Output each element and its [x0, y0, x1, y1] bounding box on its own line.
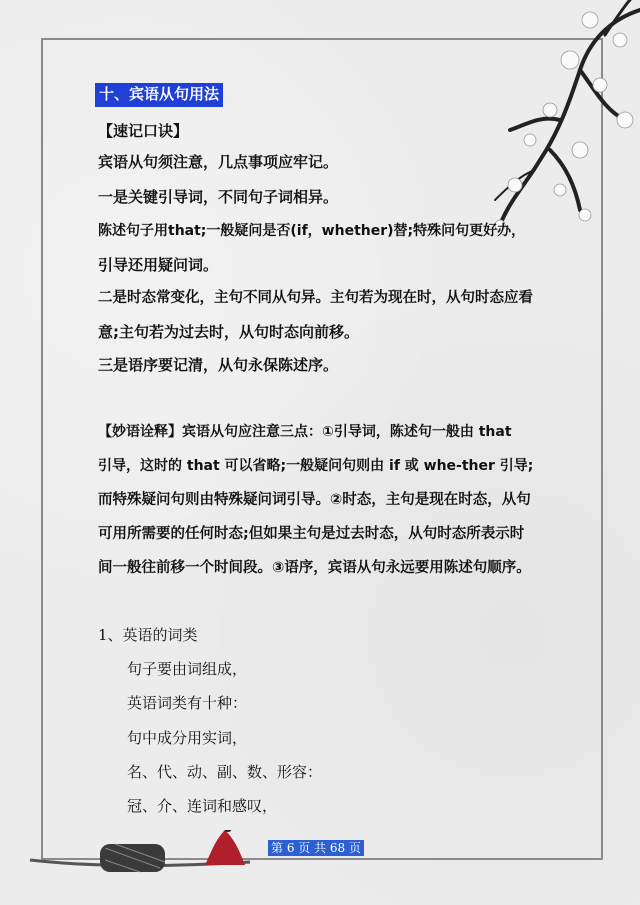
- mnemonic-line-5: 二是时态常变化，主句不同从句异。主句若为现在时，从句时态应看: [98, 290, 533, 306]
- mnemonic-line-6: 意;主句若为过去时，从句时态向前移。: [98, 323, 360, 341]
- explanation-line-4: 可用所需要的任何时态;但如果主句是过去时态，从句时态所表示时: [98, 526, 525, 542]
- boat-figure-decoration: [0, 830, 260, 905]
- explanation-line-2: 引导，这时的 that 可以省略;一般疑问句则由 if 或 whe-ther 引导;: [98, 458, 534, 474]
- section-title: 十、宾语从句用法: [95, 83, 223, 107]
- mnemonic-line-3: 陈述句子用that;一般疑问是否(if，whether)替;特殊问句更好办，: [98, 223, 526, 239]
- mnemonic-heading: 【速记口诀】: [98, 122, 189, 140]
- subsection-title: 1、英语的词类: [98, 626, 198, 644]
- poem-line-2: 英语词类有十种：: [127, 694, 248, 712]
- poem-line-3: 句中成分用实词，: [127, 729, 248, 747]
- mnemonic-line-2: 一是关键引导词，不同句子词相异。: [98, 188, 339, 206]
- poem-line-1: 句子要由词组成，: [127, 660, 248, 678]
- page-number-footer: 第 6 页 共 68 页: [268, 840, 364, 856]
- poem-line-5: 冠、介、连词和感叹，: [127, 797, 278, 815]
- explanation-line-3: 而特殊疑问句则由特殊疑问词引导。②时态，主句是现在时态，从句: [98, 492, 531, 508]
- explanation-line-5: 间一般往前移一个时间段。③语序，宾语从句永远要用陈述句顺序。: [98, 560, 531, 576]
- mnemonic-line-4: 引导还用疑问词。: [98, 256, 219, 274]
- mnemonic-line-7: 三是语序要记清，从句永保陈述序。: [98, 356, 339, 374]
- poem-line-4: 名、代、动、副、数、形容：: [127, 763, 323, 781]
- explanation-line-1: 【妙语诠释】宾语从句应注意三点：①引导词，陈述句一般由 that: [98, 424, 512, 440]
- mnemonic-line-1: 宾语从句须注意，几点事项应牢记。: [98, 153, 339, 171]
